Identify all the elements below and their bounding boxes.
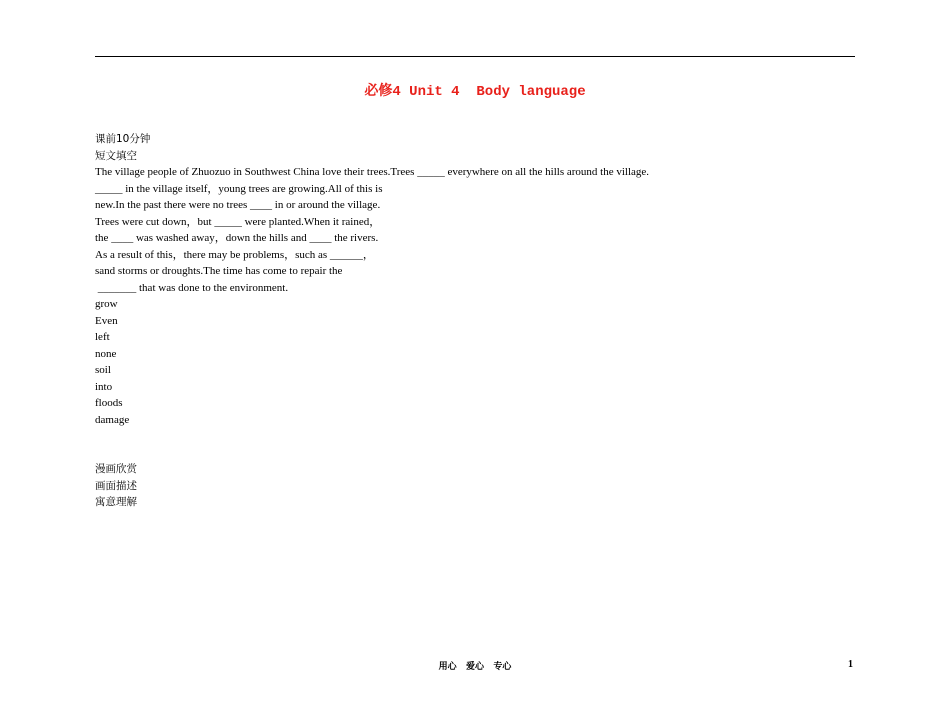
passage-line: As a result of this，there may be problems，such as ______， — [95, 248, 374, 261]
description-label: 画面描述 — [95, 479, 137, 492]
passage-line: sand storms or droughts.The time has come to repair the — [95, 265, 343, 277]
answer-item: left — [95, 331, 110, 343]
passage-line: _______ that was done to the environment. — [95, 281, 289, 294]
page-number: 1 — [848, 659, 853, 670]
header-rule — [95, 56, 855, 57]
answer-item: grow — [95, 298, 118, 310]
answer-item: floods — [95, 397, 123, 409]
document-title: 必修4 Unit 4 Body language — [364, 84, 586, 100]
cartoon-label: 漫画欣赏 — [95, 463, 137, 475]
answer-item: soil — [95, 364, 111, 376]
meaning-label: 寓意理解 — [95, 496, 137, 508]
passage-line: Trees were cut down，but _____ were planted.When it rained， — [95, 215, 381, 228]
answer-item: Even — [95, 314, 118, 327]
document-body — [95, 131, 649, 511]
passage-line: The village people of Zhuozuo in Southwest China love their trees.Trees _____ everywhere on all the hills around the village. — [95, 166, 650, 178]
passage-line: the ____ was washed away，down the hills and ____ the rivers. — [95, 232, 379, 244]
subsection-label: 短文填空 — [95, 149, 137, 162]
answer-item: none — [95, 347, 117, 360]
answer-item: damage — [95, 413, 130, 426]
footer-motto: 用心 爱心 专心 — [438, 662, 512, 672]
spacer — [95, 428, 649, 461]
passage-line: new.In the past there were no trees ____ in or around the village. — [95, 199, 381, 211]
section-label: 课前10分钟 — [95, 133, 151, 145]
answer-item: into — [95, 380, 113, 393]
passage-line: _____ in the village itself，young trees are growing.All of this is — [95, 182, 383, 195]
